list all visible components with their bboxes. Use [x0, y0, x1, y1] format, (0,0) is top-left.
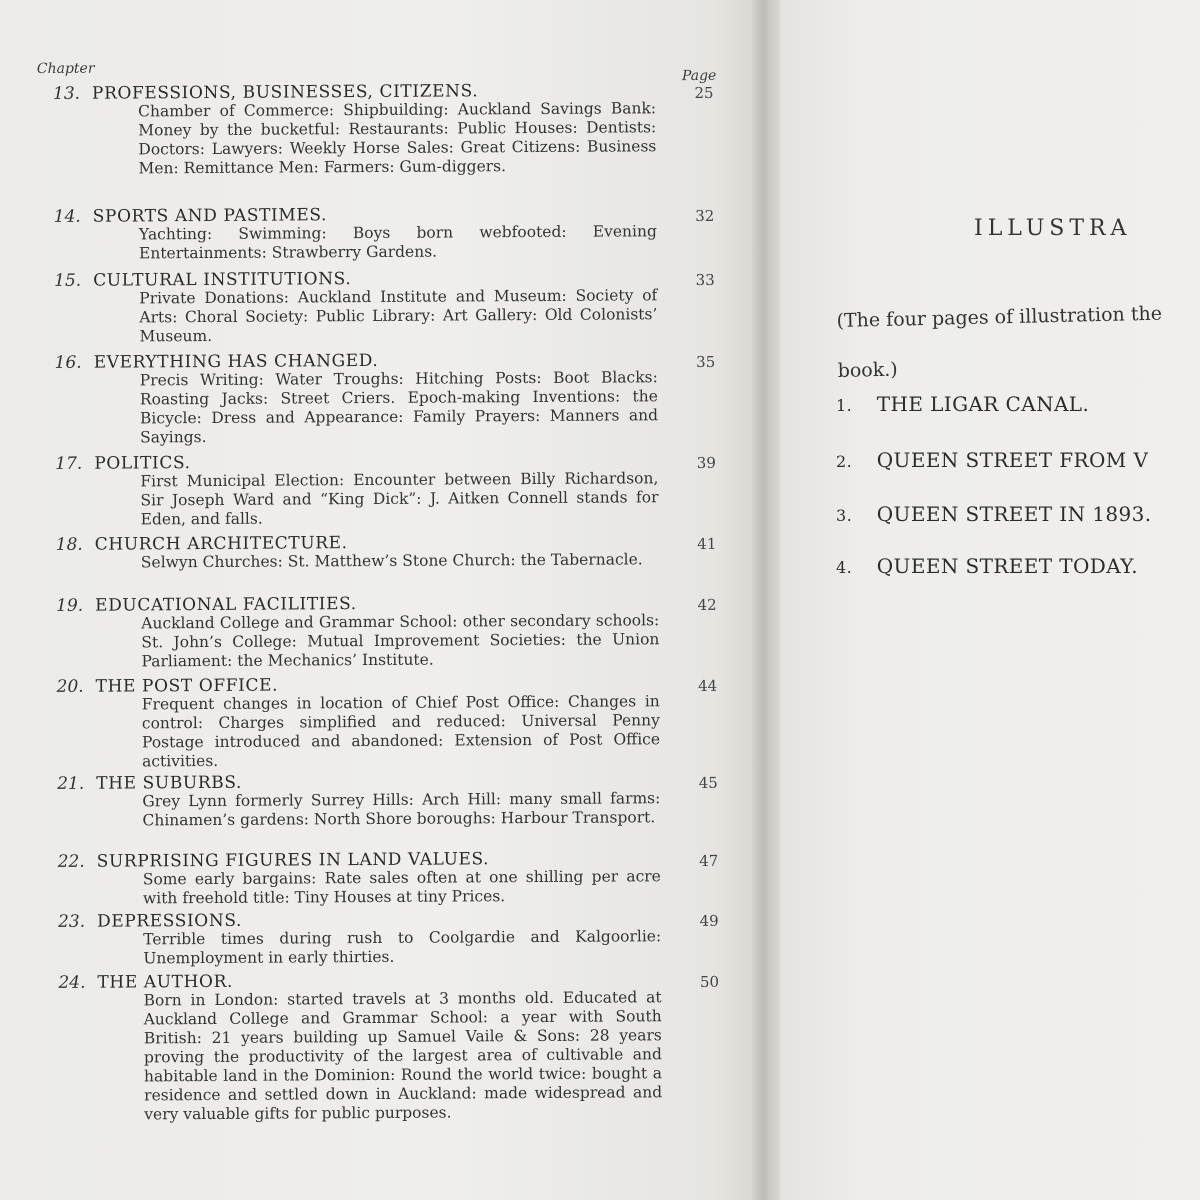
page-number: 32 [695, 206, 715, 225]
chapter-summary: Chamber of Commerce: Shipbuilding: Auckland Savings Bank: Money by the bucketful: Restaurants: Public Houses: Dentists: Doctors: Lawyers: Weekly Horse Sales: Great Citizens: Business Men: Remittance Men: Farmers: Gum-diggers. [138, 99, 657, 178]
illustration-item [836, 554, 1138, 578]
page-number: 49 [699, 911, 719, 930]
chapter-number: 24. [58, 972, 86, 993]
chapter-number: 18. [55, 534, 83, 555]
chapter-title: DEPRESSIONS. [97, 910, 242, 932]
page-number: 39 [696, 453, 716, 472]
chapter-number: 20. [56, 676, 84, 697]
illustration-item [836, 448, 1148, 472]
chapter-summary: Frequent changes in location of Chief Post Office: Changes in control: Charges simplified and reduced: Universal Penny Postage introduced and abandoned: Extension of Post Office activities. [141, 692, 661, 771]
chapter-summary: Born in London: started travels at 3 months old. Educated at Auckland College and Grammar School: a year with South British: 21 years building up Samuel Vaile & Sons: 28 years proving the productivity of the largest area of cultivable and habitable land in the Dominion: Round the world twice: bought a residence and settled down in Auckland: made widespread and very valuable gifts for public purposes. [143, 988, 663, 1124]
chapter-summary: Grey Lynn formerly Surrey Hills: Arch Hill: many small farms: Chinamen’s gardens: North Shore boroughs: Harbour Transport. [142, 789, 661, 830]
chapter-number: 22. [57, 851, 85, 872]
chapter-title: THE SUBURBS. [96, 772, 243, 794]
toc-entry-13 [0, 80, 740, 178]
chapter-title: EDUCATIONAL FACILITIES. [95, 594, 357, 616]
illustration-number: 4. [836, 558, 853, 577]
chapter-number: 21. [57, 773, 85, 794]
page-number: 45 [698, 773, 718, 792]
page-number: 50 [699, 972, 720, 991]
illustration-label: QUEEN STREET FROM V [876, 448, 1149, 472]
page-number: 47 [699, 851, 719, 870]
page-number: 33 [695, 270, 715, 289]
chapter-title: SPORTS AND PASTIMES. [92, 205, 328, 227]
toc-entry-19 [3, 592, 743, 671]
chapter-number: 17. [55, 453, 83, 474]
toc-entry-18 [3, 531, 743, 572]
toc-entry-20 [4, 673, 744, 771]
chapter-summary: Selwyn Churches: St. Matthew’s Stone Church: the Tabernacle. [140, 550, 643, 572]
chapter-title: CULTURAL INSTITUTIONS. [93, 269, 352, 291]
chapter-title: POLITICS. [94, 453, 191, 474]
illustration-label: QUEEN STREET IN 1893. [876, 502, 1152, 526]
illustration-label: THE LIGAR CANAL. [876, 392, 1090, 416]
chapter-title: THE AUTHOR. [97, 971, 234, 993]
page-number: 41 [697, 534, 717, 553]
chapter-summary: Yachting: Swimming: Boys born webfooted: Evening Entertainments: Strawberry Gardens. [138, 222, 657, 263]
illustrations-intro: (The four pages of illustration the book.) [836, 302, 1163, 382]
chapter-number: 14. [53, 206, 81, 227]
chapter-title: PROFESSIONS, BUSINESSES, CITIZENS. [91, 81, 479, 104]
chapter-summary: First Municipal Election: Encounter between Billy Richardson, Sir Joseph Ward and “King Dick”: J. Aitken Connell stands for Eden, and falls. [140, 469, 659, 529]
toc-entry-15 [1, 267, 741, 346]
toc-entry-23 [5, 908, 745, 968]
illustration-item [836, 392, 1089, 416]
chapter-title: THE POST OFFICE. [95, 675, 279, 697]
chapter-summary: Precis Writing: Water Troughs: Hitching Posts: Boot Blacks: Roasting Jacks: Street Criers. Epoch-making Inventions: the Bicycle: Dress and Appearance: Family Prayers: Manners and Sayings. [139, 368, 659, 447]
chapter-summary: Auckland College and Grammar School: other secondary schools: St. John’s College: Mutual Improvement Societies: the Union Parliament: the Mechanics’ Institute. [141, 611, 660, 671]
chapter-summary: Terrible times during rush to Coolgardie and Kalgoorlie: Unemployment in early thirties. [143, 927, 662, 968]
page-number: 25 [694, 83, 714, 103]
chapter-summary: Some early bargains: Rate sales often at one shilling per acre with freehold title: Tiny Houses at tiny Prices. [142, 867, 661, 908]
toc-entry-21 [4, 770, 744, 830]
toc-entry-24 [5, 969, 745, 1124]
chapter-title: CHURCH ARCHITECTURE. [94, 533, 348, 555]
chapter-number: 16. [54, 352, 82, 373]
illustration-item [836, 502, 1151, 526]
toc-entry-14 [1, 203, 741, 263]
page-number: 35 [696, 352, 716, 371]
illustrations-heading: ILLUSTRA [974, 216, 1132, 241]
toc-entry-16 [2, 349, 742, 447]
illustration-number: 1. [836, 396, 853, 415]
chapter-summary: Private Donations: Auckland Institute and Museum: Society of Arts: Choral Society: Public Library: Art Gallery: Old Colonists’ Museum. [139, 286, 658, 346]
illustration-label: QUEEN STREET TODAY. [876, 554, 1139, 578]
illustration-number: 3. [836, 506, 853, 525]
page-column-heading: Page [681, 67, 717, 85]
chapter-number: 19. [56, 595, 84, 616]
chapter-title: EVERYTHING HAS CHANGED. [93, 350, 379, 373]
chapter-number: 13. [52, 83, 81, 104]
chapter-title: SURPRISING FIGURES IN LAND VALUES. [96, 849, 490, 872]
chapter-number: 15. [54, 270, 82, 291]
right-page [780, 0, 1200, 1200]
chapter-column-heading: Chapter [36, 60, 95, 78]
page-number: 42 [697, 595, 717, 614]
chapter-number: 23. [57, 911, 86, 932]
page-number: 44 [698, 676, 718, 695]
illustration-number: 2. [836, 452, 853, 471]
toc-entry-22 [5, 848, 745, 908]
toc-entry-17 [2, 450, 742, 529]
